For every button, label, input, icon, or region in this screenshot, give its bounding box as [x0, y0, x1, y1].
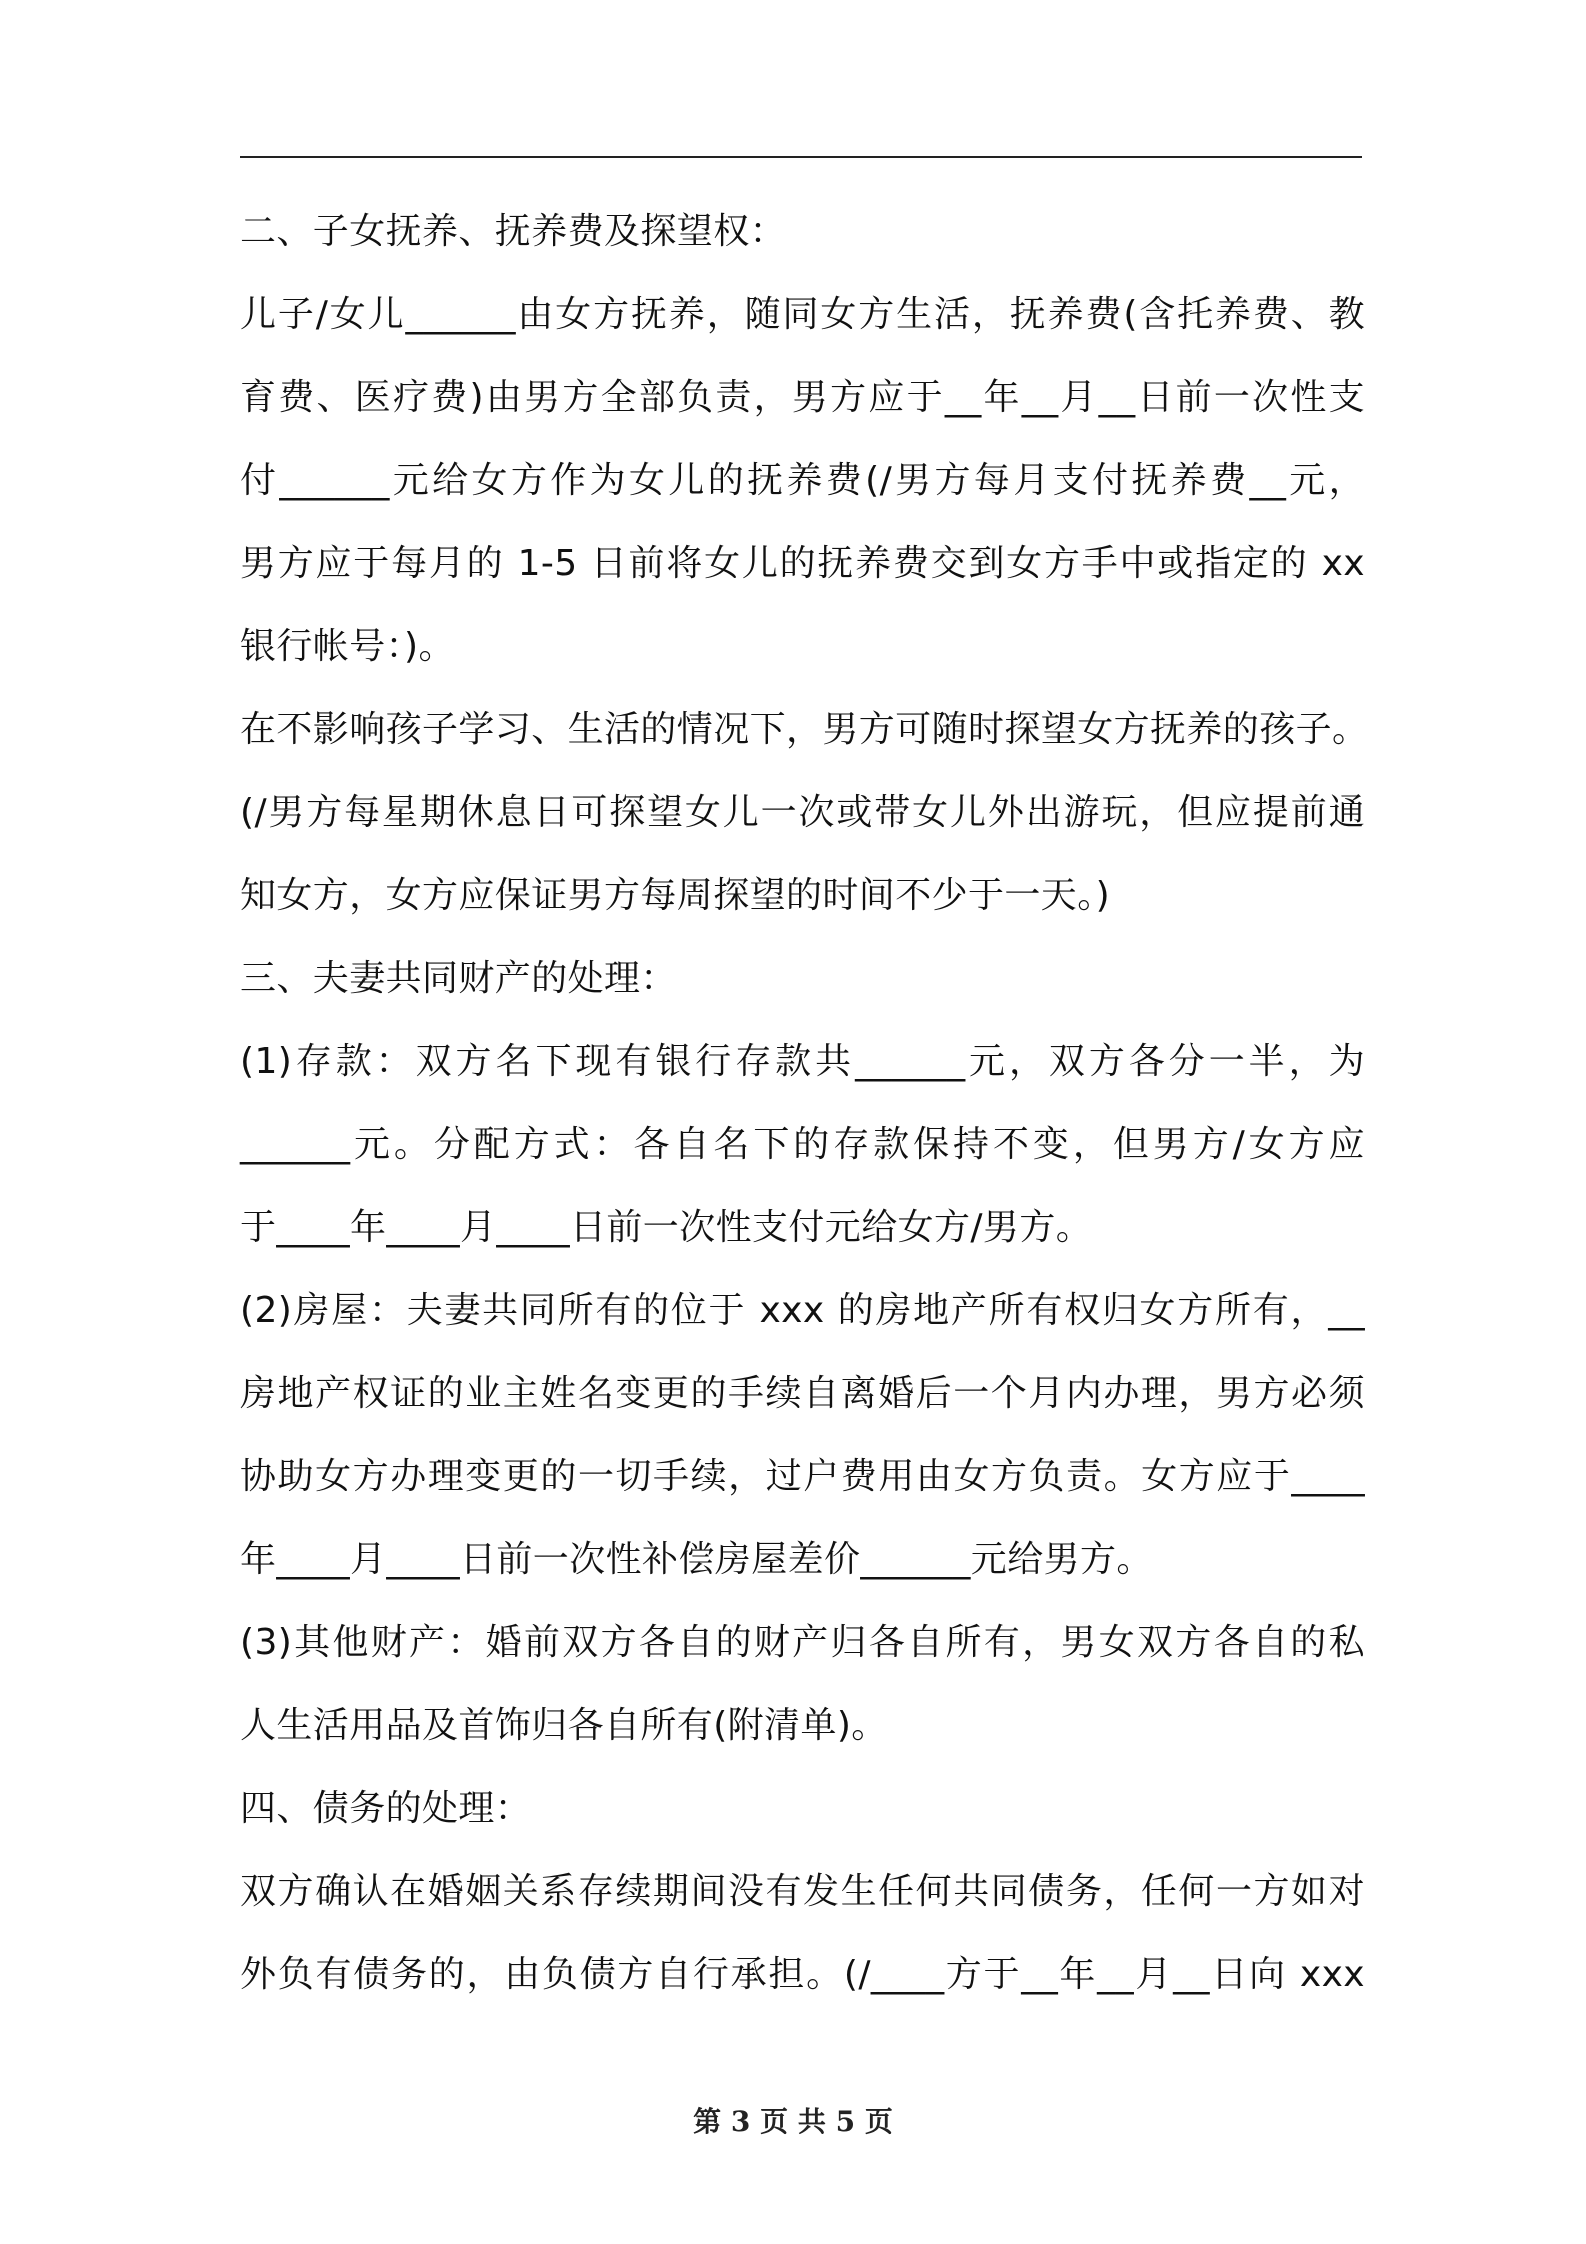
text-line: 人生活用品及首饰归各自所有(附清单)。: [240, 1705, 888, 1746]
text-line: 年____月____日前一次性补偿房屋差价______元给男方。: [240, 1539, 1153, 1580]
text-line: 双方确认在婚姻关系存续期间没有发生任何共同债务，任何一方如对: [240, 1871, 1365, 1912]
section-heading-2: 二、子女抚养、抚养费及探望权：: [240, 211, 787, 252]
text-line: (/男方每星期休息日可探望女儿一次或带女儿外出游玩，但应提前通: [240, 792, 1365, 833]
text-line: 付______元给女方作为女儿的抚养费(/男方每月支付抚养费__元，: [240, 460, 1365, 501]
text-line: 外负有债务的，由负债方自行承担。(/____方于__年__月__日向 xxx: [240, 1954, 1365, 1995]
text-line: 儿子/女儿______由女方抚养，随同女方生活，抚养费(含托养费、教: [240, 294, 1365, 335]
text-line: 男方应于每月的 1-5 日前将女儿的抚养费交到女方手中或指定的 xx: [240, 543, 1365, 584]
text-line: 育费、医疗费)由男方全部负责，男方应于__年__月__日前一次性支: [240, 377, 1365, 418]
text-line: 银行帐号：)。: [240, 626, 455, 667]
header-rule: [240, 156, 1362, 158]
section-heading-3: 三、夫妻共同财产的处理：: [240, 958, 677, 999]
text-line: (2)房屋：夫妻共同所有的位于 xxx 的房地产所有权归女方所有，__: [240, 1290, 1365, 1331]
page-number: 第 3 页 共 5 页: [693, 2105, 893, 2138]
text-line: 房地产权证的业主姓名变更的手续自离婚后一个月内办理，男方必须: [240, 1373, 1365, 1414]
text-line: (3)其他财产：婚前双方各自的财产归各自所有，男女双方各自的私: [240, 1622, 1365, 1663]
text-line: 在不影响孩子学习、生活的情况下，男方可随时探望女方抚养的孩子。: [240, 709, 1369, 750]
text-line: (1)存款：双方名下现有银行存款共______元，双方各分一半，为: [240, 1041, 1365, 1082]
text-line: 于____年____月____日前一次性支付元给女方/男方。: [240, 1207, 1093, 1248]
section-heading-4: 四、债务的处理：: [240, 1788, 532, 1829]
text-line: ______元。分配方式：各自名下的存款保持不变，但男方/女方应: [240, 1124, 1365, 1165]
text-line: 知女方，女方应保证男方每周探望的时间不少于一天。): [240, 875, 1111, 916]
document-body: [240, 190, 1369, 2016]
text-line: 协助女方办理变更的一切手续，过户费用由女方负责。女方应于____: [240, 1456, 1365, 1497]
